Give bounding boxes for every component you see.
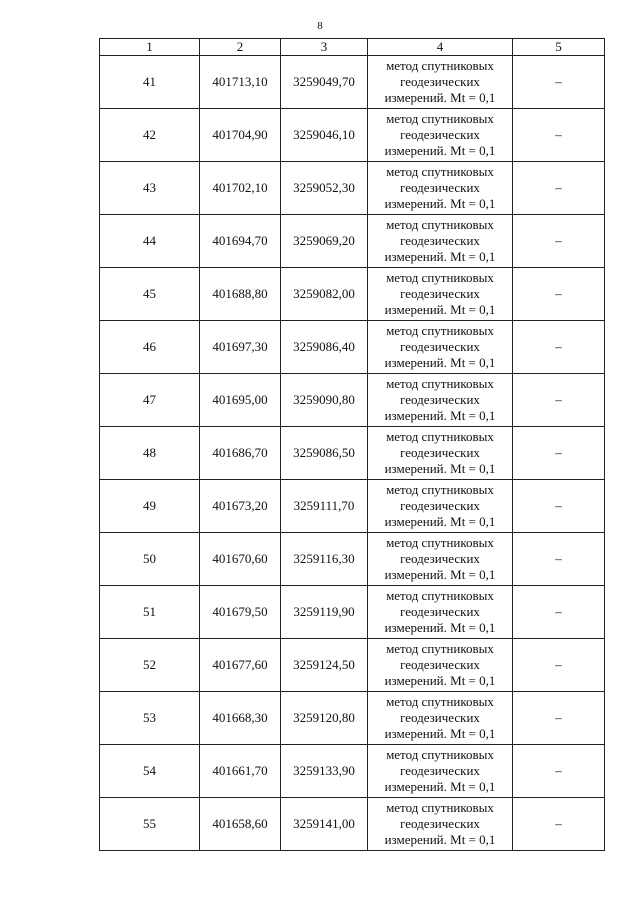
- table-row: [100, 109, 605, 162]
- note-cell: –: [513, 162, 605, 215]
- note-cell: –: [513, 427, 605, 480]
- x-coordinate-cell: 401713,10: [200, 56, 281, 109]
- method-cell: метод спутниковых геодезических измерений. Mt = 0,1: [368, 427, 513, 480]
- y-coordinate-cell: 3259119,90: [281, 586, 368, 639]
- y-coordinate-cell: 3259086,40: [281, 321, 368, 374]
- note-cell: –: [513, 56, 605, 109]
- table-row: [100, 321, 605, 374]
- table-row: [100, 745, 605, 798]
- point-number-cell: 41: [100, 56, 200, 109]
- note-cell: –: [513, 215, 605, 268]
- point-number-cell: 46: [100, 321, 200, 374]
- method-cell: метод спутниковых геодезических измерений. Mt = 0,1: [368, 374, 513, 427]
- table-row: [100, 268, 605, 321]
- method-cell: метод спутниковых геодезических измерений. Mt = 0,1: [368, 109, 513, 162]
- y-coordinate-cell: 3259086,50: [281, 427, 368, 480]
- point-number-cell: 42: [100, 109, 200, 162]
- point-number-cell: 55: [100, 798, 200, 851]
- x-coordinate-cell: 401658,60: [200, 798, 281, 851]
- point-number-cell: 52: [100, 639, 200, 692]
- y-coordinate-cell: 3259124,50: [281, 639, 368, 692]
- note-cell: –: [513, 745, 605, 798]
- point-number-cell: 50: [100, 533, 200, 586]
- method-cell: метод спутниковых геодезических измерений. Mt = 0,1: [368, 692, 513, 745]
- column-header-2: 2: [200, 39, 281, 56]
- point-number-cell: 47: [100, 374, 200, 427]
- coordinates-table: [99, 38, 605, 851]
- point-number-cell: 43: [100, 162, 200, 215]
- x-coordinate-cell: 401694,70: [200, 215, 281, 268]
- point-number-cell: 51: [100, 586, 200, 639]
- x-coordinate-cell: 401697,30: [200, 321, 281, 374]
- y-coordinate-cell: 3259082,00: [281, 268, 368, 321]
- table-row: [100, 692, 605, 745]
- column-header-4: 4: [368, 39, 513, 56]
- table-row: [100, 586, 605, 639]
- method-cell: метод спутниковых геодезических измерений. Mt = 0,1: [368, 798, 513, 851]
- column-header-3: 3: [281, 39, 368, 56]
- note-cell: –: [513, 480, 605, 533]
- x-coordinate-cell: 401661,70: [200, 745, 281, 798]
- point-number-cell: 53: [100, 692, 200, 745]
- method-cell: метод спутниковых геодезических измерений. Mt = 0,1: [368, 639, 513, 692]
- y-coordinate-cell: 3259090,80: [281, 374, 368, 427]
- note-cell: –: [513, 374, 605, 427]
- note-cell: –: [513, 533, 605, 586]
- y-coordinate-cell: 3259133,90: [281, 745, 368, 798]
- point-number-cell: 44: [100, 215, 200, 268]
- x-coordinate-cell: 401695,00: [200, 374, 281, 427]
- x-coordinate-cell: 401668,30: [200, 692, 281, 745]
- note-cell: –: [513, 639, 605, 692]
- table-row: [100, 798, 605, 851]
- y-coordinate-cell: 3259052,30: [281, 162, 368, 215]
- x-coordinate-cell: 401679,50: [200, 586, 281, 639]
- y-coordinate-cell: 3259120,80: [281, 692, 368, 745]
- y-coordinate-cell: 3259069,20: [281, 215, 368, 268]
- table-row: [100, 56, 605, 109]
- note-cell: –: [513, 268, 605, 321]
- method-cell: метод спутниковых геодезических измерений. Mt = 0,1: [368, 56, 513, 109]
- table-row: [100, 162, 605, 215]
- table-row: [100, 215, 605, 268]
- x-coordinate-cell: 401686,70: [200, 427, 281, 480]
- y-coordinate-cell: 3259111,70: [281, 480, 368, 533]
- y-coordinate-cell: 3259046,10: [281, 109, 368, 162]
- method-cell: метод спутниковых геодезических измерений. Mt = 0,1: [368, 586, 513, 639]
- x-coordinate-cell: 401704,90: [200, 109, 281, 162]
- y-coordinate-cell: 3259116,30: [281, 533, 368, 586]
- column-header-1: 1: [100, 39, 200, 56]
- note-cell: –: [513, 692, 605, 745]
- table-row: [100, 480, 605, 533]
- method-cell: метод спутниковых геодезических измерений. Mt = 0,1: [368, 745, 513, 798]
- note-cell: –: [513, 586, 605, 639]
- point-number-cell: 45: [100, 268, 200, 321]
- point-number-cell: 48: [100, 427, 200, 480]
- table-row: [100, 427, 605, 480]
- method-cell: метод спутниковых геодезических измерений. Mt = 0,1: [368, 321, 513, 374]
- table-row: [100, 533, 605, 586]
- method-cell: метод спутниковых геодезических измерений. Mt = 0,1: [368, 215, 513, 268]
- page-number: 8: [317, 20, 323, 32]
- method-cell: метод спутниковых геодезических измерений. Mt = 0,1: [368, 162, 513, 215]
- note-cell: –: [513, 321, 605, 374]
- method-cell: метод спутниковых геодезических измерений. Mt = 0,1: [368, 268, 513, 321]
- note-cell: –: [513, 798, 605, 851]
- y-coordinate-cell: 3259049,70: [281, 56, 368, 109]
- column-header-5: 5: [513, 39, 605, 56]
- header-row: [100, 39, 605, 56]
- x-coordinate-cell: 401670,60: [200, 533, 281, 586]
- table-body: [100, 56, 605, 851]
- x-coordinate-cell: 401673,20: [200, 480, 281, 533]
- table-row: [100, 639, 605, 692]
- note-cell: –: [513, 109, 605, 162]
- y-coordinate-cell: 3259141,00: [281, 798, 368, 851]
- table-row: [100, 374, 605, 427]
- x-coordinate-cell: 401677,60: [200, 639, 281, 692]
- point-number-cell: 49: [100, 480, 200, 533]
- x-coordinate-cell: 401688,80: [200, 268, 281, 321]
- point-number-cell: 54: [100, 745, 200, 798]
- method-cell: метод спутниковых геодезических измерений. Mt = 0,1: [368, 533, 513, 586]
- method-cell: метод спутниковых геодезических измерений. Mt = 0,1: [368, 480, 513, 533]
- x-coordinate-cell: 401702,10: [200, 162, 281, 215]
